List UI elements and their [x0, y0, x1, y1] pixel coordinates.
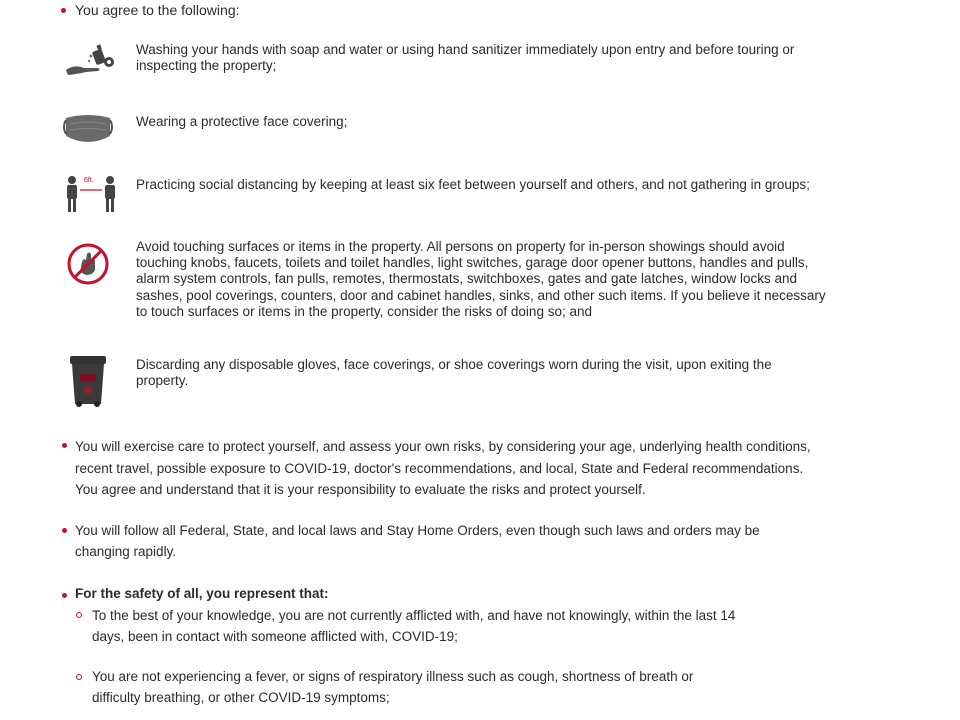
- bullet-marker: [62, 528, 67, 533]
- sub-bullet-line: days, been in contact with someone afflicted with, COVID-19;: [92, 629, 458, 644]
- sub-bullet-line: To the best of your knowledge, you are not currently afflicted with, and have not knowingly, within the last 14: [92, 608, 736, 623]
- hand-sanitizer-icon: [64, 44, 116, 78]
- item-face-covering: [136, 114, 896, 130]
- item-line: Wearing a protective face covering;: [136, 114, 348, 129]
- item-line: Washing your hands with soap and water or using hand sanitizer immediately upon entry and before touring or: [136, 42, 795, 57]
- sub-bullet-no-contact: [92, 605, 735, 647]
- bullet-marker: [61, 8, 66, 13]
- distance-label: 6ft.: [84, 177, 94, 184]
- item-line: Practicing social distancing by keeping at least six feet between yourself and others, and not gathering in groups;: [136, 177, 810, 192]
- bullet-marker: [62, 443, 67, 448]
- bullet-follow-laws: [75, 520, 760, 562]
- intro-text: You agree to the following:: [75, 2, 240, 18]
- safety-heading: For the safety of all, you represent that:: [75, 586, 329, 601]
- sub-bullet-no-symptoms: [92, 666, 693, 708]
- item-social-distancing: [136, 177, 896, 193]
- item-line: sashes, pool coverings, counters, door and cabinet handles, sinks, and other such items. If you believe it necessary: [136, 287, 826, 303]
- item-handwashing: [136, 42, 896, 74]
- sub-bullet-marker: [76, 612, 82, 618]
- trash-bin-icon: [68, 354, 108, 408]
- bullet-exercise-care: [75, 436, 811, 501]
- item-line: touching knobs, faucets, toilets and toilet handles, light switches, garage door opener buttons, handles and pulls,: [136, 255, 809, 271]
- sub-bullet-line: You are not experiencing a fever, or signs of respiratory illness such as cough, shortness of breath or: [92, 669, 694, 684]
- face-mask-icon: [62, 110, 114, 148]
- social-distancing-icon: [62, 172, 122, 216]
- bullet-line: changing rapidly.: [75, 544, 177, 559]
- item-line: to touch surfaces or items in the property, consider the risks of doing so; and: [136, 303, 592, 319]
- item-line: inspecting the property;: [136, 58, 277, 73]
- bullet-line: You agree and understand that it is your responsibility to evaluate the risks and protect yourself.: [75, 482, 646, 497]
- bullet-line: You will follow all Federal, State, and local laws and Stay Home Orders, even though such laws and orders may be: [75, 523, 760, 538]
- item-line: property.: [136, 373, 189, 388]
- item-line: Discarding any disposable gloves, face coverings, or shoe coverings worn during the visit, upon exiting the: [136, 357, 772, 372]
- item-line: Avoid touching surfaces or items in the property. All persons on property for in-person showings should avoid: [136, 239, 785, 254]
- sub-bullet-marker: [76, 674, 82, 680]
- no-touch-icon: [66, 242, 110, 286]
- item-line: alarm system controls, fan pulls, remotes, thermostats, switchboxes, gates and gate latches, window locks and: [136, 271, 798, 287]
- item-discarding: [136, 357, 896, 389]
- bullet-marker: [62, 593, 67, 598]
- sub-bullet-line: difficulty breathing, or other COVID-19 symptoms;: [92, 690, 390, 705]
- item-avoid-touching: [136, 239, 896, 320]
- bullet-line: recent travel, possible exposure to COVID-19, doctor's recommendations, and local, State and Federal recommendations.: [75, 460, 804, 476]
- bullet-line: You will exercise care to protect yourself, and assess your own risks, by considering your age, underlying health conditions,: [75, 439, 811, 454]
